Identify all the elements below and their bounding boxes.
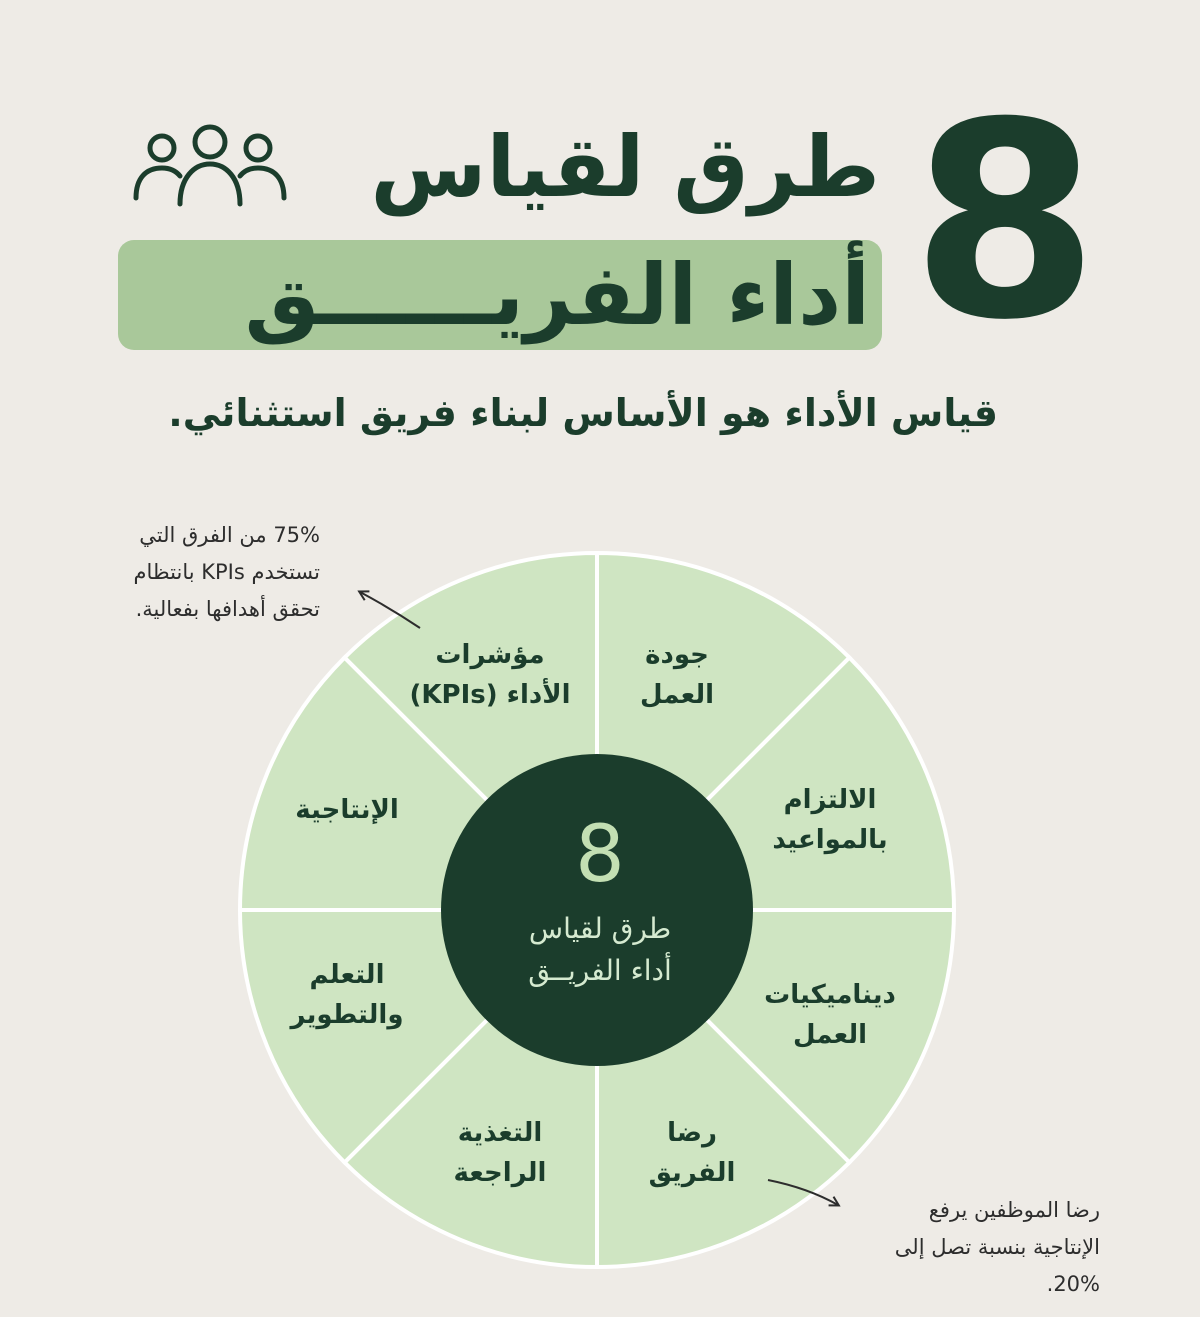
segment-work-quality: جودة العمل <box>640 640 714 710</box>
segment-work-dynamics: ديناميكيات العمل <box>764 980 896 1050</box>
center-number: 8 <box>575 810 625 900</box>
segment-productivity: الإنتاجية <box>295 795 399 825</box>
segment-feedback: التغذية الراجعة <box>453 1118 547 1188</box>
center-title: طرق لقياس أداء الفريــق <box>528 912 672 987</box>
title-line-1: طرق لقياس <box>370 118 880 216</box>
title-line-2: أداء الفريــــــق <box>244 246 870 344</box>
big-number: 8 <box>911 64 1099 379</box>
segment-kpis: مؤشرات الأداء (KPIs) <box>409 640 571 710</box>
segment-punctuality: الالتزام بالمواعيد <box>772 785 888 855</box>
note-kpi: 75% من الفرق التي تستخدم KPIs بانتظام تحقق أهدافها بفعالية. <box>133 523 320 621</box>
subtitle: قياس الأداء هو الأساس لبناء فريق استثنائي. <box>168 391 998 435</box>
segment-learning: التعلم والتطوير <box>290 960 404 1030</box>
segment-team-satisfaction: رضا الفريق <box>648 1118 736 1188</box>
note-satisfaction: رضا الموظفين يرفع الإنتاجية بنسبة تصل إلى 20%. <box>894 1198 1100 1296</box>
